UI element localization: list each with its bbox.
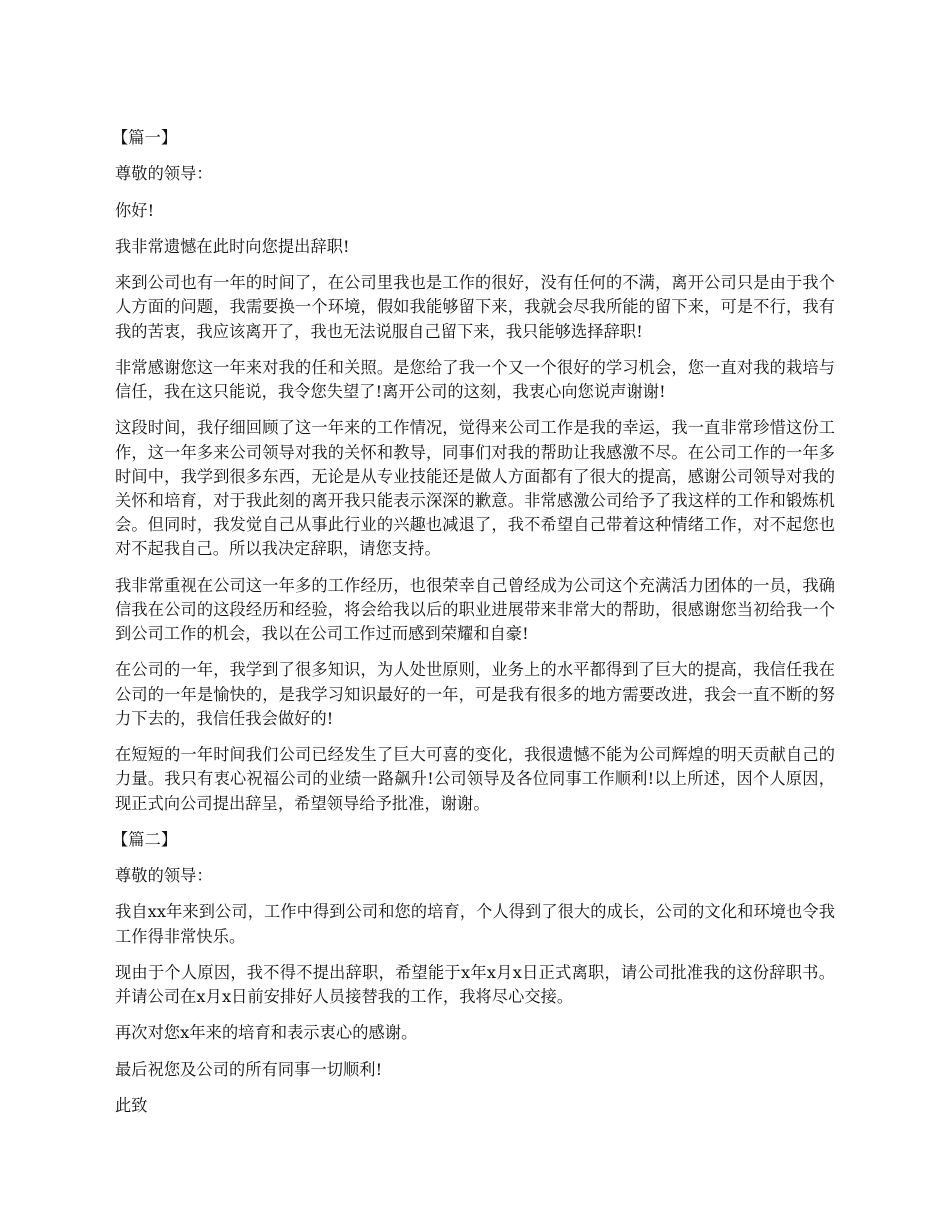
section-2-paragraph: 再次对您x年来的培育和表示衷心的感谢。 (115, 1023, 418, 1043)
document-body (112, 126, 835, 1130)
section-2-title: 【篇二】 (112, 829, 178, 849)
section-1-paragraph: 我非常重视在公司这一年多的工作经历，也很荣幸自己曾经成为公司这个充满活力团体的一员，我确信我在公司的这段经历和经验，将会给我以后的职业进展带来非常大的帮助，很感谢您当初给我一个到公司工作的机会，我以在公司工作过而感到荣耀和自豪! (115, 575, 835, 644)
section-1-paragraph: 非常感谢您这一年来对我的任和关照。是您给了我一个又一个很好的学习机会，您一直对我的栽培与信任，我在这只能说，我令您失望了!离开公司的这刻，我衷心向您说声谢谢! (115, 357, 835, 402)
section-2-salutation: 尊敬的领导： (115, 866, 213, 886)
section-1-paragraph: 在公司的一年，我学到了很多知识，为人处世原则，业务上的水平都得到了巨大的提高，我信任我在公司的一年是愉快的，是我学习知识最好的一年，可是我有很多的地方需要改进，我会一直不断的努力下去的，我信任我会做好的! (115, 660, 835, 728)
section-1-greeting: 你好! (115, 200, 155, 220)
section-2-paragraph: 我自xx年来到公司，工作中得到公司和您的培育，个人得到了很大的成长，公司的文化和环境也令我工作得非常快乐。 (115, 902, 835, 946)
section-1-title: 【篇一】 (112, 128, 178, 147)
section-2-paragraph: 现由于个人原因，我不得不提出辞职，希望能于x年x月x日正式离职，请公司批准我的这份辞职书。并请公司在x月x日前安排好人员接替我的工作，我将尽心交接。 (115, 962, 835, 1007)
section-1-paragraph: 在短短的一年时间我们公司已经发生了巨大可喜的变化，我很遗憾不能为公司辉煌的明天贡献自己的力量。我只有衷心祝福公司的业绩一路飙升!公司领导及各位同事工作顺利!以上所述，因个人原因，现正式向公司提出辞呈，希望领导给予批准，谢谢。 (115, 745, 835, 813)
section-1-salutation: 尊敬的领导： (115, 164, 213, 184)
section-1-paragraph: 我非常遗憾在此时向您提出辞职! (115, 236, 350, 256)
section-2-paragraph: 最后祝您及公司的所有同事一切顺利! (115, 1059, 383, 1079)
section-1-paragraph: 来到公司也有一年的时间了，在公司里我也是工作的很好，没有任何的不满，离开公司只是由于我个人方面的问题，我需要换一个环境，假如我能够留下来，我就会尽我所能的留下来，可是不行，我有我的苦衷，我应该离开了，我也无法说服自己留下来，我只能够选择辞职! (115, 273, 835, 341)
section-2-closing: 此致 (115, 1096, 148, 1115)
section-1-paragraph: 这段时间，我仔细回顾了这一年来的工作情况，觉得来公司工作是我的幸运，我一直非常珍惜这份工作，这一年多来公司领导对我的关怀和教导，同事们对我的帮助让我感激不尽。在公司工作的一年多时间中，我学到很多东西，无论是从专业技能还是做人方面都有了很大的提高，感谢公司领导对我的关怀和培育，对于我此刻的离开我只能表示深深的歉意。非常感激公司给予了我这样的工作和锻炼机会。但同时，我发觉自己从事此行业的兴趣也减退了，我不希望自己带着这种情绪工作，对不起您也对不起我自己。所以我决定辞职，请您支持。 (115, 418, 835, 559)
